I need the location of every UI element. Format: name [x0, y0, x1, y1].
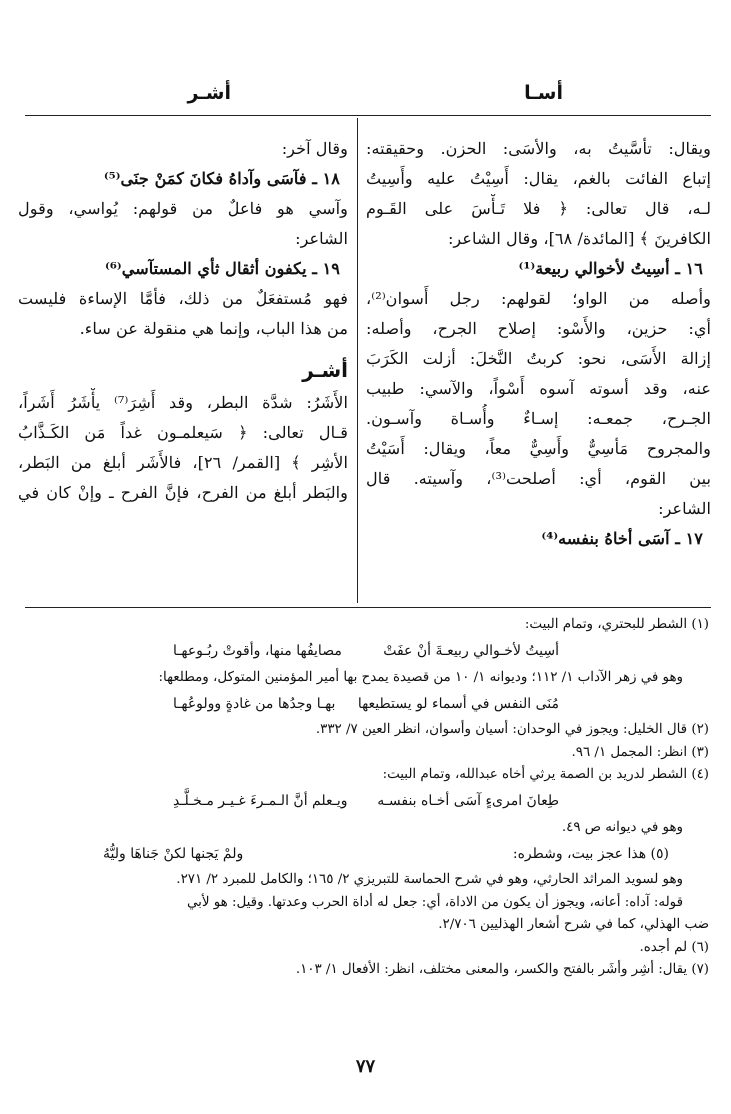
footnote-1-intro: (١) الشطر للبحتري، وتمام البيت: — [524, 617, 709, 632]
header-rule — [25, 115, 711, 116]
footnote-5-line: وهو لسويد المراثد الحارثي، وهو في شرح الحماسة للتبريزي ٢/ ١٦٥؛ والكامل للمبرد ٢/ ٢٧١. — [176, 872, 683, 887]
text-line: الشاعر: — [658, 499, 711, 518]
footnote-1-poem-2 — [23, 689, 709, 719]
text-line: إتباع الفائت بالغم، يقال: أَسِيْتُ عليه وأَسِيتُ — [366, 169, 711, 188]
text-line: الكافرينَ ﴾ [المائدة/ ٦٨]، وقال الشاعر: — [447, 229, 711, 248]
text-line: وآسي هو فاعلٌ من قولهم: يُواسي، وقول — [18, 199, 348, 218]
hemistich-right: طِعانَ امرىءٍ آسَى أخـاه بنفسـه — [377, 793, 559, 810]
footnote-6: (٦) لم أجده. — [639, 939, 709, 955]
page-number: ٧٧ — [355, 1056, 376, 1077]
column-divider — [357, 118, 358, 603]
verse-line: ١٧ ـ آسَى أخاهُ بنفسه⁽⁴⁾ — [541, 529, 703, 548]
footnote-7: (٧) يقال: أَشِر وأَشَر بالفتح والكسر، والمعنى مختلف، انظر: الأفعال ١/ ١٠٣. — [295, 962, 709, 977]
text-line: فهو مُستفعَلٌ من ذلك، فأمَّا الإساءة فليست — [18, 289, 348, 308]
footnote-5-intro: (٥) هذا عجز بيت، وشطره: — [512, 845, 669, 862]
running-header-left: أشـر — [187, 82, 231, 104]
footnote-rule — [25, 607, 711, 608]
hemistich-left: ويـعلم أنَّ الـمـرءَ غـيـر مـخـلَّـدِ — [173, 793, 348, 810]
text-line: وأصله من الواو؛ لقولهم: رجل أَسوان⁽²⁾، — [366, 289, 711, 308]
footnote-5-line: قوله: آداه: أعانه، ويجوز أن يكون من الاداة، أي: جعل له أداة الحرب وعدتها. وقيل: هو لأبي — [186, 894, 683, 910]
footnote-2: (٢) قال الخليل: ويجوز في الوحدان: أسيان وأسوان، انظر العين ٧/ ٣٣٢. — [315, 722, 709, 737]
text-line: قـال تعالى: ﴿ سَيعلمـون غداً مَن الكَـذَّابُ — [18, 423, 348, 442]
hemistich-left: مصايفُها منها، وأقوتْ ربُـوعهـا — [173, 643, 342, 660]
text-line: ويقال: تأسَّيتُ به، والأسَى: الحزن. وحقيقته: — [366, 139, 711, 158]
text-line: والبَطر أبلغ من الفرح، فإنَّ الفرح ـ وإنْ كان في — [18, 483, 348, 502]
footnote-3: (٣) انظر: المجمل ١/ ٩٦. — [571, 744, 709, 760]
hemistich-right: أسِيتُ لأخـوالي ربيعـةَ أنْ عفَتْ — [383, 643, 559, 660]
footnote-1-poem — [23, 637, 709, 667]
footnote-4-note: وهو في ديوانه ص ٤٩. — [561, 819, 683, 835]
text-line: وقال آخر: — [281, 139, 348, 158]
running-header-right: أسـا — [524, 82, 563, 104]
verse-line: ١٦ ـ أسِيتُ لأخوالي ربيعة⁽¹⁾ — [518, 259, 703, 278]
text-line: عنه، وقد أسوته آسوه أَسْواً، والآسي: طبيب — [366, 379, 711, 398]
footnote-5-intro-row — [23, 839, 709, 869]
text-line: بين القوم، أي: أصلحت⁽³⁾، وآسيته. قال — [366, 469, 711, 488]
footnote-5-line: ضب الهذلي، كما في شرح أشعار الهذليين ٢/٧٠٦. — [438, 917, 709, 932]
verse-line: ١٨ ـ فآسَى وآداهُ فكانَ كمَنْ جنَى⁽⁵⁾ — [103, 169, 340, 188]
text-line: لـه، قال تعالى: ﴿ فلا تَـأْسَ على القَـوم — [366, 199, 711, 218]
text-line: والمجروح مَأسِيٌّ وأَسِيٌّ معاً، ويقال: أَسَيْتُ — [366, 439, 711, 458]
text-line: الأشِر ﴾ [القمر/ ٢٦]، فالأَشَر أبلغ من البَطر، — [18, 453, 348, 472]
footnote-4-poem — [23, 787, 709, 817]
hemistich-right: مُنَى النفس في أسماء لو يستطيعها — [357, 695, 559, 712]
footnote-4-intro: (٤) الشطر لدريد بن الصمة يرثي أخاه عبدالله، وتمام البيت: — [382, 767, 709, 782]
hemistich-left: بهـا وجدُها من غادةٍ وولوعُهـا — [173, 695, 336, 712]
text-line: الشاعر: — [295, 229, 348, 248]
verse-line: ١٩ ـ يكفون أثقال ثأي المستآسي⁽⁶⁾ — [104, 259, 340, 278]
text-line: من هذا الباب، وإنما هي منقولة عن ساء. — [79, 319, 348, 338]
text-line: الأَشَرُ: شدَّة البطر، وقد أَشِرَ⁽⁷⁾ يأْشَرُ أَشَراً، — [18, 393, 348, 412]
text-line: إزالة الأَسَى، نحو: كربتُ النَّخلَ: أزلت الكَرَبَ — [366, 349, 711, 368]
right-column — [366, 134, 711, 554]
text-line: أي: حزين، والأَسْو: إصلاح الجرح، وأصله: — [366, 319, 711, 338]
left-column — [18, 134, 348, 508]
footnote-1-note: وهو في زهر الآداب ١/ ١١٢؛ وديوانه ١/ ١٠ من قصيدة يمدح بها أمير المؤمنين المتوكل، ومطلعها: — [158, 669, 683, 685]
text-line: الجـرح، جمعـه: إسـاءٌ وأُسـاة وآسـون. — [366, 409, 711, 428]
footnotes — [23, 614, 709, 982]
footnote-5-verse: ولمْ يَجنها لكنْ جَناهَا وليُّهُ — [103, 845, 244, 862]
section-title: أشـر — [302, 358, 348, 382]
